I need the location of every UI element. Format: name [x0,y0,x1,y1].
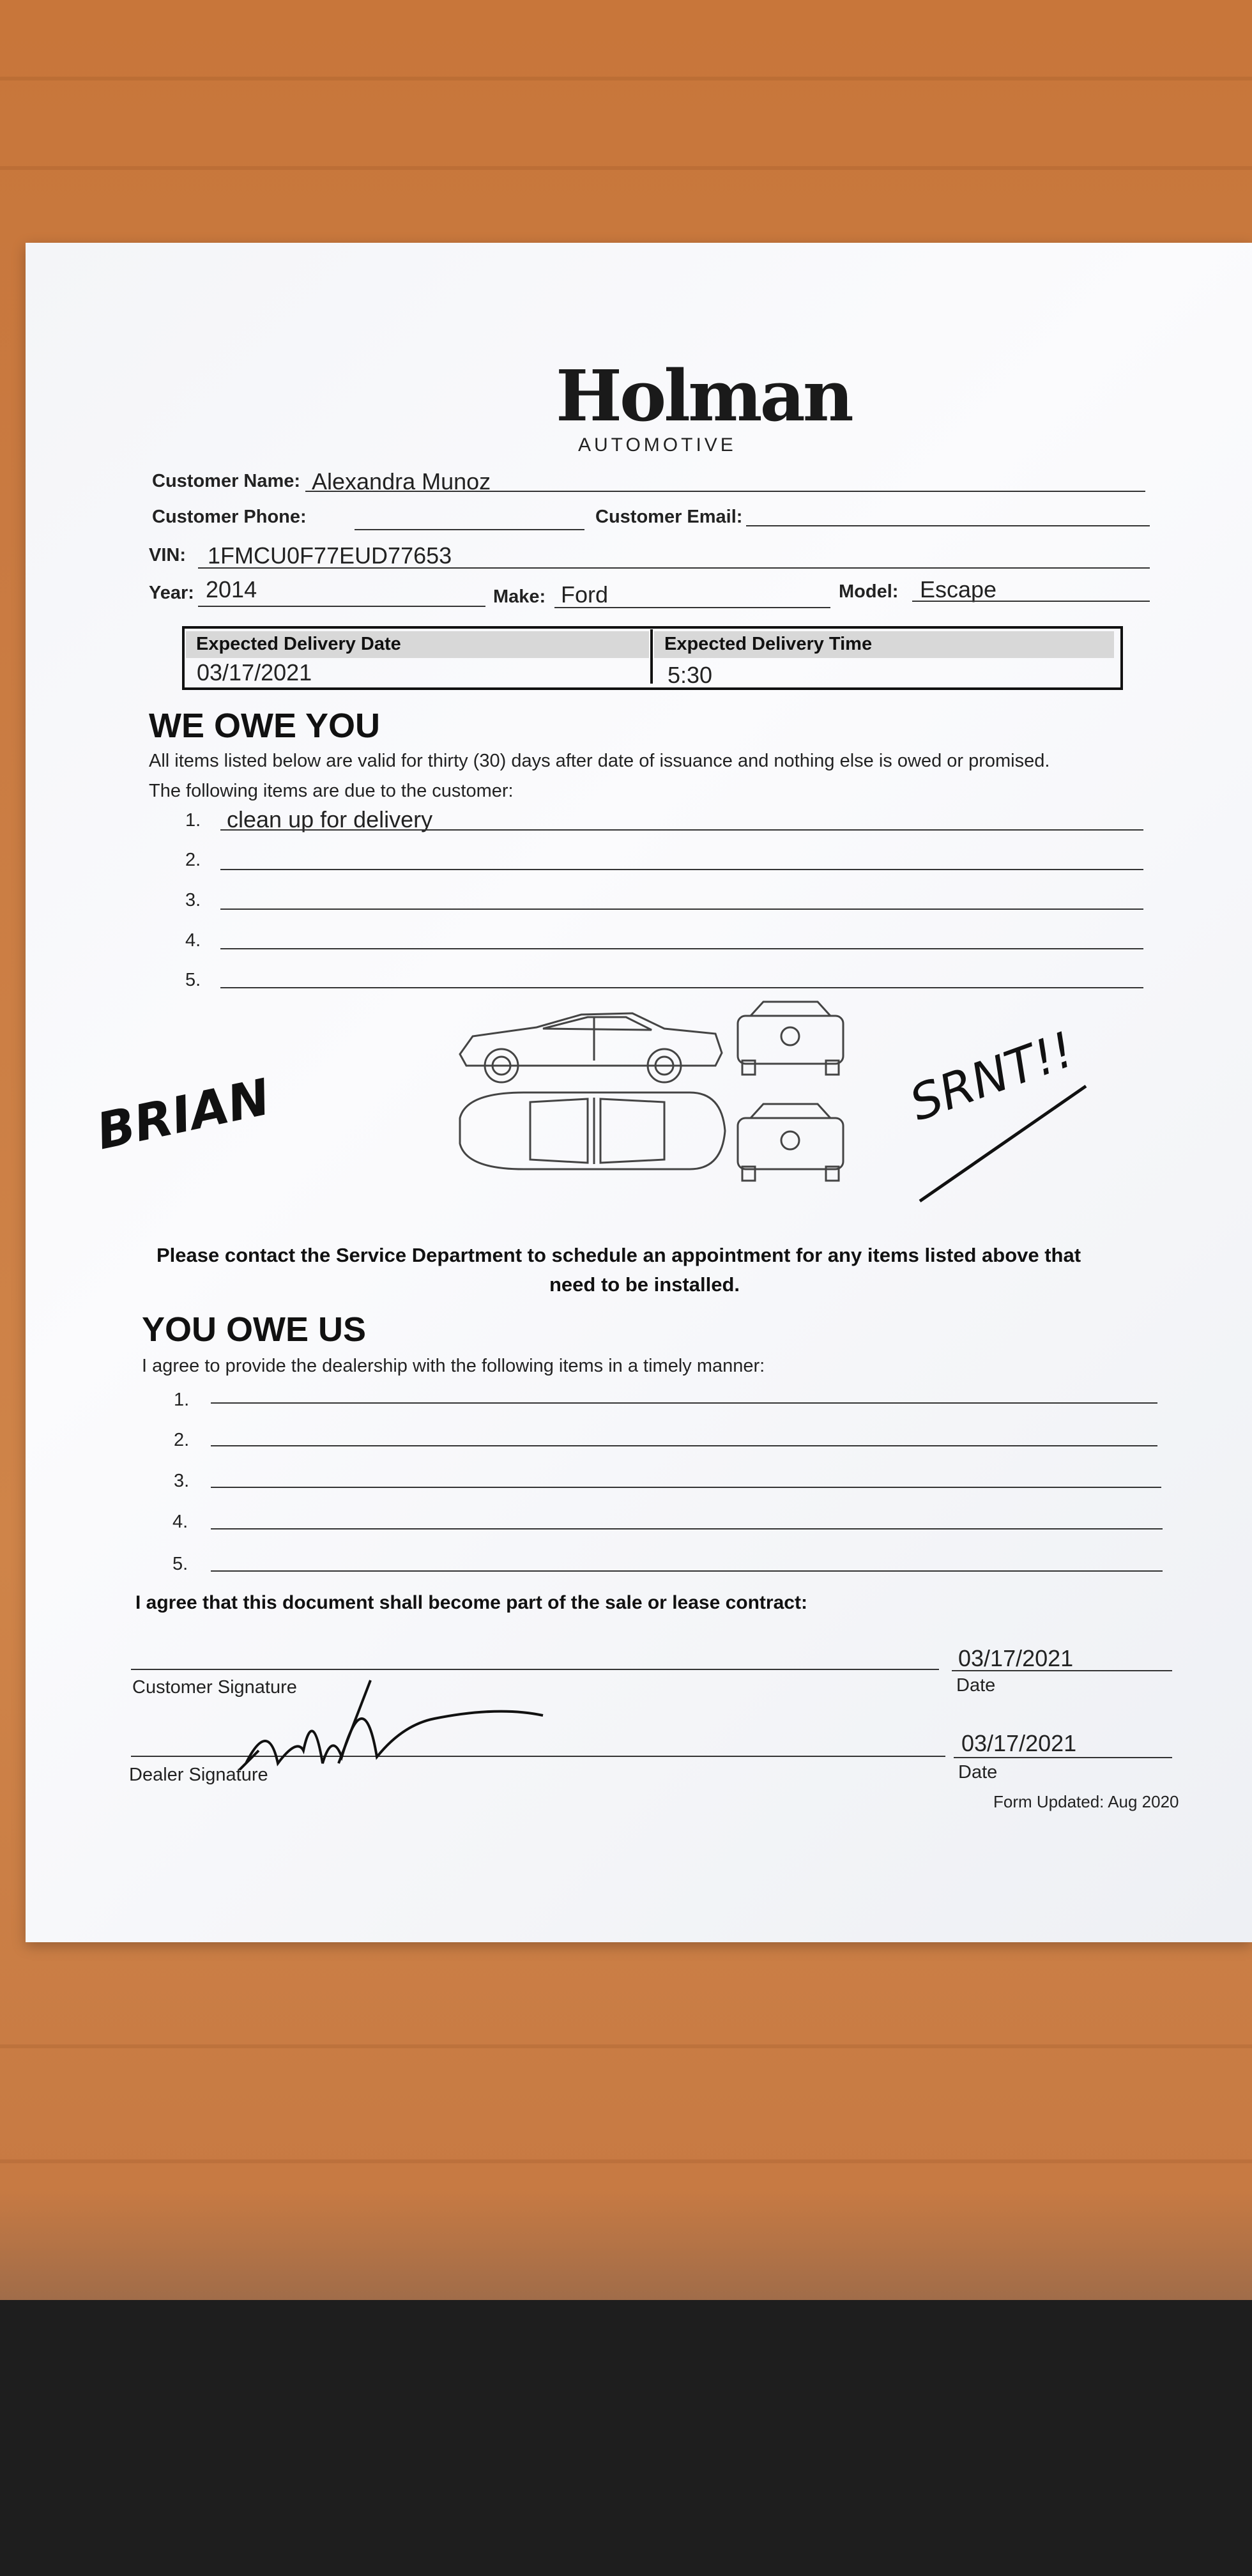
phone-line [355,529,584,530]
you-owe-item-num: 2. [174,1430,190,1450]
customer-name-value: Alexandra Munoz [312,468,491,494]
year-line [198,606,485,607]
dealer-date-value: 03/17/2021 [961,1730,1077,1756]
vin-value: 1FMCU0F77EUD77653 [208,542,452,569]
dealer-sig-label: Dealer Signature [129,1765,268,1785]
dealer-date-label: Date [958,1762,998,1782]
we-owe-item-num: 1. [185,810,201,831]
contact-note-1: Please contact the Service Department to schedule an appointment for any items listed above that [156,1244,1081,1266]
email-line [746,525,1150,526]
you-owe-line [211,1570,1163,1572]
vin-label: VIN: [149,545,186,565]
make-value: Ford [561,581,609,608]
you-owe-line [211,1487,1161,1488]
you-owe-item-num: 5. [172,1554,188,1574]
we-owe-intro-2: The following items are due to the customer: [149,781,514,801]
car-damage-diagram [447,997,856,1214]
you-owe-line [211,1528,1163,1529]
you-owe-line [211,1402,1157,1404]
make-label: Make: [493,586,546,607]
you-owe-item-num: 4. [172,1512,188,1532]
customer-email-label: Customer Email: [595,507,743,527]
we-owe-line [220,869,1143,870]
year-label: Year: [149,583,194,603]
form-updated: Form Updated: Aug 2020 [993,1792,1179,1811]
year-value: 2014 [206,576,257,602]
we-owe-item-num: 2. [185,850,201,870]
we-owe-line [220,908,1143,910]
we-owe-intro-1: All items listed below are valid for thirty (30) days after date of issuance and nothing else is owed or promised. [149,751,1050,771]
we-owe-item-num: 3. [185,890,201,910]
agreement-text: I agree that this document shall become part of the sale or lease contract: [135,1592,807,1613]
we-owe-item-num: 4. [185,930,201,951]
model-line [912,601,1150,602]
name-line [305,491,1145,492]
logo-subtitle: AUTOMOTIVE [578,434,737,456]
delivery-date-label: Expected Delivery Date [186,631,649,658]
we-owe-line [220,987,1143,988]
we-owe-item-value: clean up for delivery [227,806,433,832]
handwritten-snt: SRNT!! [902,1020,1081,1132]
we-owe-line [220,948,1143,949]
model-label: Model: [839,581,899,602]
we-owe-item-num: 5. [185,970,201,990]
make-line [554,607,830,608]
dealer-signature [211,1667,569,1782]
delivery-date-value: 03/17/2021 [197,659,312,686]
you-owe-item-num: 1. [174,1390,190,1410]
you-owe-title: YOU OWE US [142,1310,367,1349]
dealer-date-line [954,1757,1172,1758]
customer-phone-label: Customer Phone: [152,507,307,527]
we-owe-title: WE OWE YOU [149,707,381,745]
you-owe-item-num: 3. [174,1471,190,1491]
holman-logo: Holman [556,355,851,437]
we-owe-line [220,829,1143,831]
delivery-time-value: 5:30 [668,662,713,688]
you-owe-intro: I agree to provide the dealership with the following items in a timely manner: [142,1356,765,1376]
floor-background [0,2300,1252,2576]
customer-sig-label: Customer Signature [132,1677,297,1698]
vin-line [198,567,1150,569]
model-value: Escape [920,576,997,602]
customer-name-label: Customer Name: [152,471,301,491]
handwritten-stroke [913,1073,1092,1214]
delivery-divider [650,629,653,684]
contact-note-2: need to be installed. [549,1273,740,1296]
customer-date-value: 03/17/2021 [958,1645,1074,1671]
customer-date-line [952,1670,1172,1671]
customer-date-label: Date [956,1675,996,1696]
delivery-time-label: Expected Delivery Time [654,631,1114,658]
handwritten-brian: BRIAN [91,1068,275,1162]
you-owe-line [211,1445,1157,1446]
